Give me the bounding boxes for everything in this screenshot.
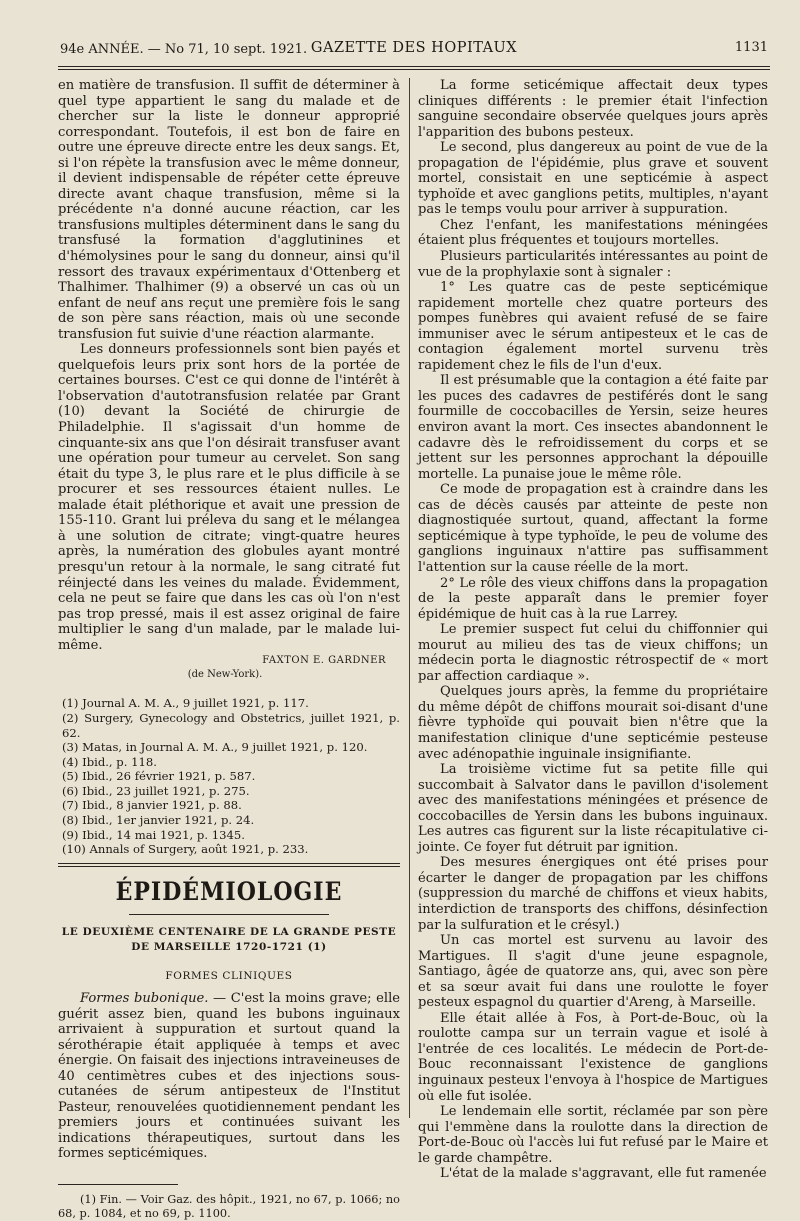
article-title-line: LE DEUXIÈME CENTENAIRE DE LA GRANDE PESTE	[61, 926, 397, 939]
paragraph: La troisième victime fut sa petite fille qui succombait à Salvator dans le pavillon d'isolement avec des manifestations méningées et présence de coccobacilles de Yersin dans les bubons inguinaux. Les autres cas figurent sur la liste récapitulative ci-jointe. Ce foyer fut détruit par ignition.	[418, 762, 768, 855]
reference-item: (6) Ibid., 23 juillet 1921, p. 275.	[62, 783, 250, 798]
author-place: (de New-York).	[187, 668, 263, 680]
paragraph: Elle était allée à Fos, à Port-de-Bouc, où la roulotte campa sur un terrain vague et isolé à l'entrée de ces localités. Le médecin de Port-de-Bouc reconnaissant l'existence de ganglions inguinaux pesteux l'envoya à l'hospice de Martigues où elle fut isolée.	[418, 1010, 768, 1104]
paragraph-lead: Formes bubonique.	[80, 990, 209, 1006]
reference-list	[58, 696, 400, 857]
journal-title: GAZETTE DES HOPITAUX	[310, 40, 518, 56]
paragraph: Les donneurs professionnels sont bien payés et quelquefois leurs prix sont hors de la portée de certaines bourses. C'est ce qui donne de l'intérêt à l'observation d'autotransfusion relatée par Grant (10) devant la Société de chirurgie de Philadelphie. Il s'agissait d'un homme de cinquante-six ans que l'on désirait transfuser avant une opération pour tumeur au cervelet. Son sang était du type 3, le plus rare et le plus difficile à se procurer et ses ressources étaient nulles. Le malade était pléthorique et avait une pression de 155-110. Grant lui préleva du sang et le mélangea à une solution de citrate; vingt-quatre heures après, la numération des globules ayant montré presqu'un retour à la normale, le sang citraté fut réinjecté dans les veines du malade. Évidemment, cela ne peut se faire que dans les cas où l'on n'est pas trop pressé, mais il est assez original de faire multiplier le sang d'un malade, par le malade lui-même.	[58, 342, 400, 653]
paragraph	[58, 991, 400, 1162]
reference-item: (8) Ibid., 1er janvier 1921, p. 24.	[62, 813, 255, 828]
header-rule	[58, 66, 770, 67]
paragraph: La forme seticémique affectait deux types cliniques différents : le premier était l'infection sanguine secondaire observée quelques jours après l'apparition des bubons pesteux.	[418, 78, 768, 140]
paragraph: Le lendemain elle sortit, réclamée par son père qui l'emmène dans la roulotte dans la direction de Port-de-Bouc où l'accès lui fut refusé par le Maire et le garde champêtre.	[418, 1104, 768, 1166]
paragraph: Ce mode de propagation est à craindre dans les cas de décès causés par atteinte de peste non diagnostiquée surtout, quand, affectant la forme septicémique à type typhoïde, le peu de volume des ganglions inguinaux n'attire pas suffisamment l'attention sur la cause réelle de la mort.	[418, 482, 768, 575]
paragraph: 1° Les quatre cas de peste septicémique rapidement mortelle chez quatre porteurs des pompes funèbres qui avaient refusé de se faire immuniser avec le sérum antipesteux et le cas de contagion également mortel survenu très rapidement chez le fils de l'un d'eux.	[418, 280, 768, 373]
header-rule-2	[58, 69, 770, 70]
column-divider	[409, 78, 410, 1118]
paragraph: L'état de la malade s'aggravant, elle fut ramenée	[440, 1166, 767, 1182]
paragraph: Chez l'enfant, les manifestations méningées étaient plus fréquentes et toujours mortelles.	[418, 217, 768, 249]
title-rule	[129, 914, 329, 915]
paragraph: Plusieurs particularités intéressantes au point de vue de la prophylaxie sont à signaler :	[418, 249, 768, 280]
section-title: ÉPIDÉMIOLOGIE	[115, 876, 343, 907]
paragraph: Quelques jours après, la femme du propriétaire du même dépôt de chiffons mourait soi-disant d'une fièvre typhoïde qui pouvait bien n'être que la manifestation clinique d'une septicémie pesteuse avec adénopathie inguinale insignifiante.	[418, 684, 768, 762]
right-column	[418, 78, 768, 1182]
reference-item: (1) Journal A. M. A., 9 juillet 1921, p. 117.	[62, 696, 309, 711]
footnote-rule	[58, 1184, 178, 1185]
paragraph: en matière de transfusion. Il suffit de déterminer à quel type appartient le sang du malade et de chercher sur la liste le donneur approprié correspondant. Toutefois, il est bon de faire en outre une épreuve directe entre les deux sangs. Et, si l'on répète la transfusion avec le même donneur, il devient indispensable de répéter cette épreuve directe avant chaque transfusion, même si la précédente n'a donné aucune réaction, car les transfusions multiples déterminent dans le sang du transfusé la formation d'agglutinines et d'hémolysines pour le sang du donneur, ainsi qu'il ressort des travaux expérimentaux d'Ottenberg et Thalhimer. Thalhimer (9) a observé un cas où un enfant de neuf ans reçut une première fois le sang de son père sans réaction, mais où une seconde transfusion fut suivie d'une réaction alarmante.	[58, 78, 400, 342]
reference-item: (10) Annals of Surgery, août 1921, p. 233.	[62, 842, 309, 857]
article-title	[58, 925, 400, 955]
article-title-line: DE MARSEILLE 1720-1721 (1)	[131, 941, 327, 954]
author-name: FAXTON E. GARDNER	[262, 655, 386, 667]
reference-item: (9) Ibid., 14 mai 1921, p. 1345.	[62, 827, 245, 842]
page-number: 1131	[734, 40, 768, 55]
left-column	[58, 78, 400, 1221]
reference-item: (5) Ibid., 26 février 1921, p. 587.	[62, 769, 256, 784]
reference-item: (2) Surgery, Gynecology and Obstetrics, juillet 1921, p. 62.	[62, 710, 400, 740]
page-header	[60, 38, 768, 60]
issue-info: 94e ANNÉE. — No 71, 10 sept. 1921.	[60, 42, 308, 57]
footnote: (1) Fin. — Voir Gaz. des hôpit., 1921, no 67, p. 1066; no 68, p. 1084, et no 69, p. 1100.	[58, 1192, 400, 1220]
paragraph: Il est présumable que la contagion a été faite par les puces des cadavres de pestiférés dont le sang fourmille de coccobacilles de Yersin, seize heures environ avant la mort. Ces insectes abandonnent le cadavre dès le refroidissement du corps et se jettent sur les personnes approchant la dépouille mortelle. La punaise joue le même rôle.	[418, 373, 768, 482]
paragraph: Le second, plus dangereux au point de vue de la propagation de l'épidémie, plus grave et souvent mortel, consistait en une septicémie à aspect typhoïde et avec ganglions petits, multiples, n'ayant pas le temps voulu pour arriver à suppuration.	[418, 140, 768, 218]
subsection-heading: FORMES CLINIQUES	[165, 970, 293, 983]
paragraph: 2° Le rôle des vieux chiffons dans la propagation de la peste apparaît dans le premier foyer épidémique de huit cas à la rue Larrey.	[418, 575, 768, 622]
reference-item: (7) Ibid., 8 janvier 1921, p. 88.	[62, 798, 242, 813]
reference-item: (3) Matas, in Journal A. M. A., 9 juillet 1921, p. 120.	[62, 740, 368, 755]
reference-item: (4) Ibid., p. 118.	[62, 754, 157, 769]
paragraph: Le premier suspect fut celui du chiffonnier qui mourut au milieu des tas de vieux chiffons; un médecin porta le diagnostic rétrospectif de « mort par affection cardiaque ».	[418, 622, 768, 684]
paragraph-text: — C'est la moins grave; elle guérit assez bien, quand les bubons inguinaux arrivaient à suppuration et surtout quand la sérothérapie était appliquée à temps et avec énergie. On faisait des injections intraveineuses de 40 centimètres cubes et des injections sous-cutanées de sérum antipesteux de l'Institut Pasteur, renouvelées quotidiennement pendant les premiers jours et continuées suivant les indications thérapeutiques, surtout dans les formes septicémiques.	[58, 990, 401, 1162]
section-rule	[58, 863, 400, 867]
paragraph: Un cas mortel est survenu au lavoir des Martigues. Il s'agit d'une jeune espagnole, Santiago, âgée de quatorze ans, qui, avec son père et sa sœur avait fui dans une roulotte le foyer pesteux espagnol du quartier d'Areng, à Marseille.	[418, 933, 768, 1011]
paragraph: Des mesures énergiques ont été prises pour écarter le danger de propagation par les chiffons (suppression du marché de chiffons et vieux habits, interdiction de transports des chiffons, désinfection par la sulfuration et le crésyl.)	[418, 855, 768, 933]
